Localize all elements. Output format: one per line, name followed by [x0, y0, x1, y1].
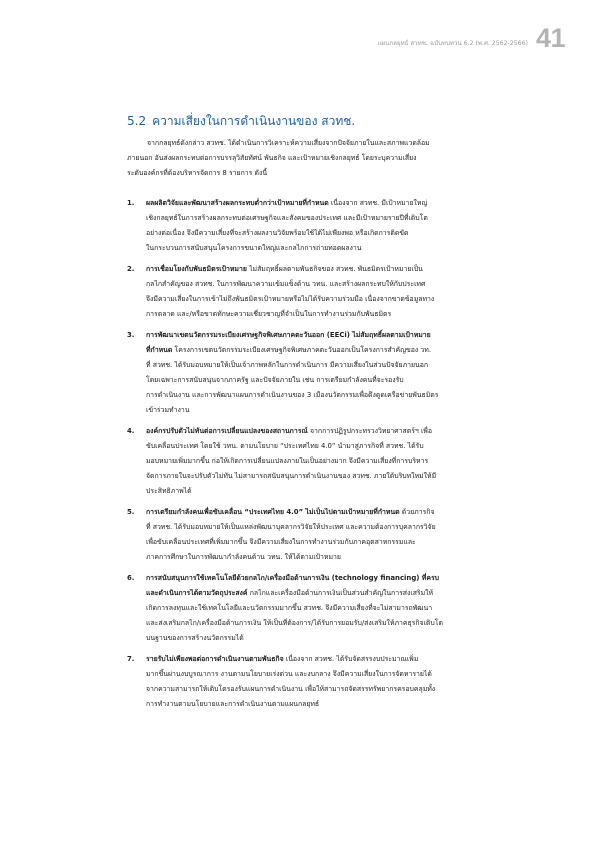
risk-item	[127, 505, 570, 565]
risk-text: ที่ สวทช. ได้รับมอบหมายให้เป็นแหล่งพัฒนาบุคลากรวิจัยให้ประเทศ และความต้องการบุคลากรวิจัย	[146, 523, 436, 531]
risk-text: ไม่สัมฤทธิ์ผลตามพันธกิจของ สวทช. พันธมิตรเป้าหมายเป็น	[246, 265, 423, 273]
risk-item	[127, 652, 570, 712]
section-number: 5.2	[127, 114, 147, 128]
risk-number: 3.	[127, 331, 135, 339]
risk-text: ที่ สวทช. ได้รับมอบหมายให้เป็นเจ้าภาพหลักในการดำเนินการ มีความเสี่ยงในส่วนปัจจัยภายนอก	[146, 361, 429, 369]
intro-paragraph	[127, 136, 570, 181]
risk-heading: ที่กำหนด	[146, 346, 173, 354]
risk-number: 1.	[127, 199, 135, 207]
risk-number: 5.	[127, 508, 135, 516]
risk-text: จัดการภายในจะปรับตัวไม่ทัน ไม่สามารถสนับสนุนการดำเนินงานของ สวทช. ภายใต้บริบทใหม่ให้มี	[146, 472, 437, 480]
risk-heading: รายรับไม่เพียงพอต่อการดำเนินงานตามพันธกิจ	[146, 655, 284, 663]
risk-text: ขับเคลื่อนประเทศ โดยใช้ วทน. ตามนโยบาย “ประเทศไทย 4.0” นำมาสู่ภารกิจที่ สวทช. ได้รับ	[146, 442, 424, 450]
risk-text: กลไกสำคัญของ สวทช. ในการพัฒนาความเข้มแข็งด้าน วทน. และสร้างผลกระทบให้กับประเทศ	[146, 280, 426, 288]
risk-heading: การเตรียมกำลังคนเพื่อขับเคลื่อน “ประเทศไทย 4.0” ไม่เป็นไปตามเป้าหมายที่กำหนด	[146, 508, 400, 516]
risk-heading: การพัฒนาเขตนวัตกรรมระเบียงเศรษฐกิจพิเศษภาคตะวันออก (EECi) ไม่สัมฤทธิ์ผลตามเป้าหมาย	[146, 331, 431, 339]
risk-item	[127, 571, 570, 646]
page-header	[378, 22, 565, 52]
risk-text: ในกระบวนการสนับสนุนโครงการขนาดใหญ่และกลไกการถ่ายทอดผลงาน	[146, 244, 362, 252]
risk-text: การดำเนินงาน และการพัฒนาแผนการดำเนินงานของ 3 เมืองนวัตกรรมเพื่อดึงดูดเครือข่ายพันธมิตร	[146, 391, 439, 399]
intro-line: ระดับองค์กรที่ต้องบริหารจัดการ 8 รายการ ดังนี้	[127, 169, 268, 177]
risk-text: เพื่อขับเคลื่อนประเทศที่เพิ่มมากขึ้น จึงมีความเสี่ยงในการทำงานร่วมกับภาคอุตสาหกรรมและ	[146, 538, 416, 546]
risk-text: และส่งเสริมกลไก/เครื่องมือด้านการเงิน ให้เป็นที่ต้องการ/ได้รับการยอมรับ/ส่งเสริมให้ภาคธุรกิจเติบโต	[146, 619, 443, 627]
risk-heading: และดำเนินการได้ตามวัตถุประสงค์	[146, 589, 248, 597]
risk-text: การทำงานตามนโยบายและการดำเนินงานตามแผนกลยุทธ์	[146, 700, 320, 708]
risk-text: การตลาด และ/หรือขาดทักษะความเชี่ยวชาญที่จำเป็นในการทำงานร่วมกับพันธมิตร	[146, 310, 392, 318]
risk-heading: ผลผลิตวิจัยและพัฒนาสร้างผลกระทบต่ำกว่าเป้าหมายที่กำหนด	[146, 199, 329, 207]
risk-item	[127, 328, 570, 418]
risk-number: 2.	[127, 265, 135, 273]
risk-text: มอบหมายเพิ่มมากขึ้น ก่อให้เกิดการเปลี่ยนแปลงภายในเป็นอย่างมาก จึงมีความเสี่ยงที่การบริหาร	[146, 457, 429, 465]
risk-text: ประสิทธิภาพได้	[146, 487, 192, 495]
risk-number: 4.	[127, 427, 135, 435]
intro-line: จากกลยุทธ์ดังกล่าว สวทช. ได้ดำเนินการวิเคราะห์ความเสี่ยงจากปัจจัยภายในและสภาพแวดล้อม	[147, 139, 430, 147]
risk-text: บนฐานของการสร้างนวัตกรรมได้	[146, 634, 244, 642]
risk-item	[127, 424, 570, 499]
risk-number: 7.	[127, 655, 135, 663]
running-title: แผนกลยุทธ์ สวทช. ฉบับทบทวน 6.2 (พ.ศ. 2562-2566)	[377, 40, 528, 47]
risk-text: ภาคการศึกษาในการพัฒนากำลังคนด้าน วทน. ให้ได้ตามเป้าหมาย	[146, 553, 341, 561]
risk-text: อย่างต่อเนื่อง จึงมีความเสี่ยงที่จะสร้างผลงานวิจัยพร้อมใช้ได้ไม่เพียงพอ หรือเกิดการติดขัด	[146, 229, 409, 237]
section-title: ความเสี่ยงในการดำเนินงานของ สวทช.	[152, 114, 356, 128]
risk-heading: การเชื่อมโยงกับพันธมิตรเป้าหมาย	[146, 265, 247, 273]
risk-text: เนื่องจาก สวทช. มีเป้าหมายใหญ่	[328, 199, 428, 207]
risk-text: มากขึ้นผ่านงบบูรณาการ งานตามนโยบายเร่งด่วน และงบกลาง จึงมีความเสี่ยงในการจัดหารายได้	[146, 670, 432, 678]
risk-text: เข้าร่วมทำงาน	[146, 406, 190, 414]
risk-text: โดยเฉพาะการสนับสนุนจากภาครัฐ และปัจจัยภายใน เช่น การเตรียมกำลังคนที่จะรองรับ	[146, 376, 404, 384]
risk-heading: องค์กรปรับตัวไม่ทันต่อการเปลี่ยนแปลงของสถานการณ์	[146, 427, 308, 435]
section-heading	[127, 112, 355, 131]
risk-text: ด้วยภารกิจ	[399, 508, 435, 516]
risk-text: เกิดการลงทุนและใช้เทคโนโลยีและนวัตกรรมมากขึ้น สวทช. จึงมีความเสี่ยงที่จะไม่สามารถพัฒนา	[146, 604, 433, 612]
intro-line: ภายนอก อันส่งผลกระทบต่อการบรรลุวิสัยทัศน์ พันธกิจ และเป้าหมายเชิงกลยุทธ์ โดยระบุความเสี่ยง	[127, 154, 417, 162]
risk-text: จากความสามารถให้เติบโตรองรับแผนการดำเนินงาน เพื่อให้สามารถจัดสรรทรัพยากรครอบคลุมทั้ง	[146, 685, 436, 693]
risk-text: เนื่องจาก สวทช. ได้รับจัดสรรงบประมาณเพิ่ม	[283, 655, 419, 663]
risk-text: โครงการเขตนวัตกรรมระเบียงเศรษฐกิจพิเศษภาคตะวันออกเป็นโครงการสำคัญของ วท.	[172, 346, 432, 354]
risk-heading: การสนับสนุนการใช้เทคโนโลยีด้วยกลไก/เครื่องมือด้านการเงิน (technology financing) ที่ครบ	[146, 574, 440, 582]
risk-item	[127, 196, 570, 256]
risk-number: 6.	[127, 574, 135, 582]
risk-text: เชิงกลยุทธ์ในการสร้างผลกระทบต่อเศรษฐกิจและสังคมของประเทศ และมีเป้าหมายรายปีที่เติบโต	[146, 214, 428, 222]
page-number: 41	[535, 23, 565, 53]
risk-text: จึงมีความเสี่ยงในการเข้าไม่ถึงพันธมิตรเป้าหมายหรือไม่ได้รับความร่วมมือ เนื่องจากขาดข้อมูลทาง	[146, 295, 435, 303]
risk-item	[127, 262, 570, 322]
risk-text: จากการปฏิรูปกระทรวงวิทยาศาสตร์ฯ เพื่อ	[307, 427, 432, 435]
risk-text: กลไกและเครื่องมือด้านการเงินเป็นส่วนสำคัญในการส่งเสริมให้	[247, 589, 434, 597]
